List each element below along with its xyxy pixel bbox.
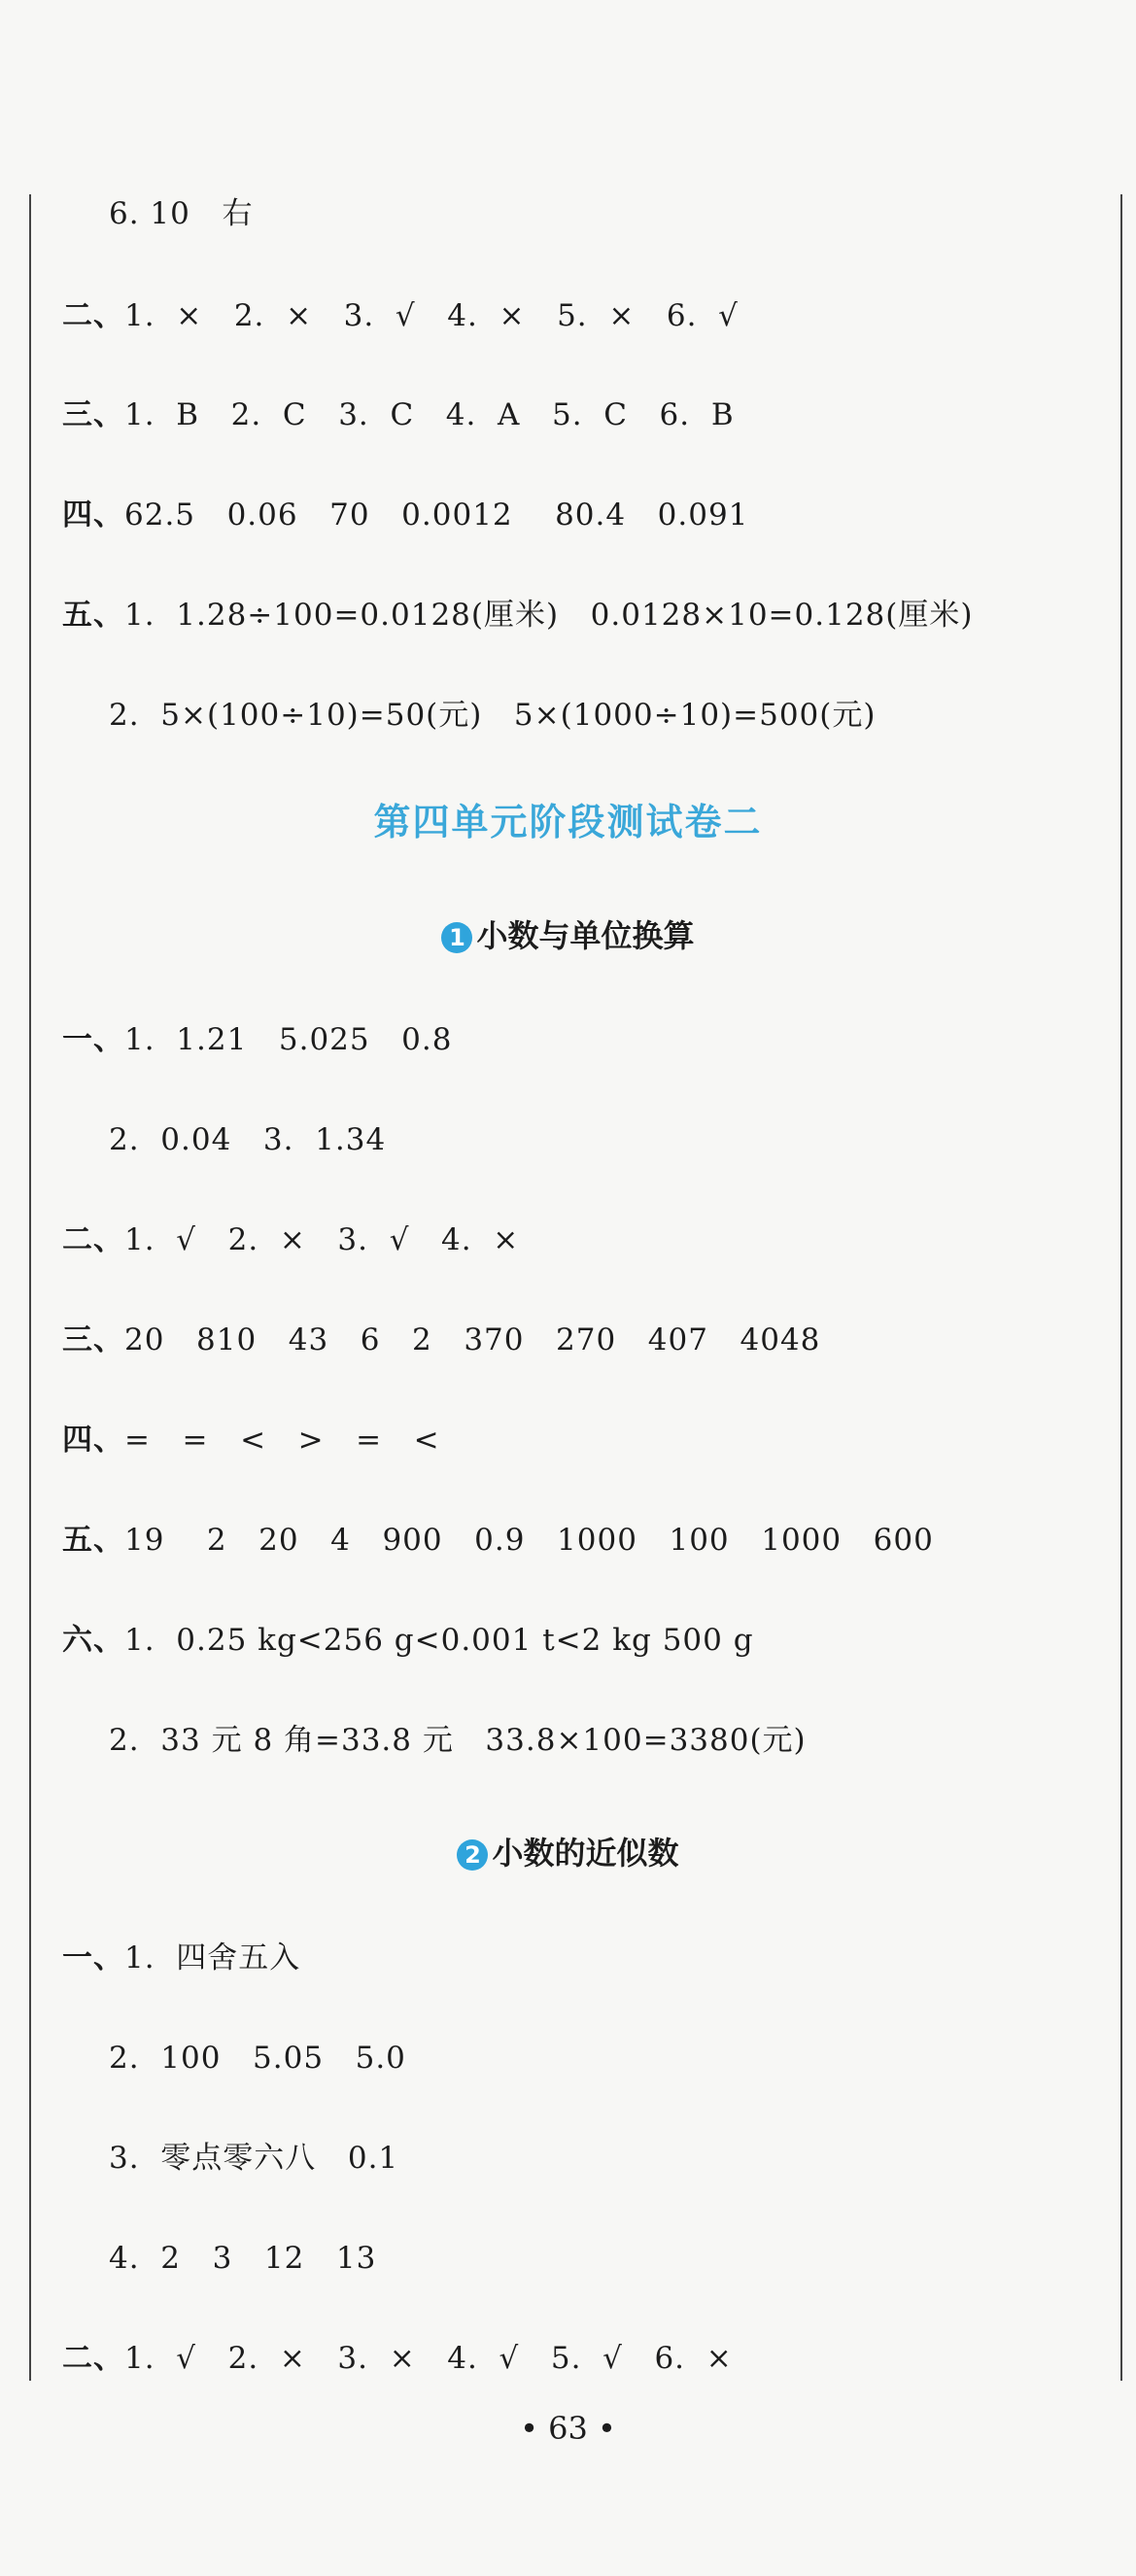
- answer-line: 3. 零点零六八 0.1: [109, 2141, 399, 2176]
- answer-line: 四、= = < > = <: [62, 1423, 440, 1458]
- left-margin-rule: [29, 194, 31, 2381]
- subsection-heading: [0, 1829, 1136, 1873]
- subsection-title: 小数与单位换算: [476, 917, 695, 954]
- answer-line: 一、1. 四舍五入: [62, 1941, 301, 1975]
- answer-line: 五、1. 1.28÷100=0.0128(厘米) 0.0128×10=0.128(厘米): [62, 598, 974, 633]
- answer-line: 二、1. × 2. × 3. √ 4. × 5. × 6. √: [62, 298, 739, 333]
- subsection-heading: [0, 911, 1136, 956]
- number-badge: 1: [441, 922, 472, 953]
- number-badge: 2: [457, 1839, 488, 1871]
- answer-line: 二、1. √ 2. × 3. √ 4. ×: [62, 1222, 520, 1257]
- right-margin-rule: [1120, 194, 1122, 2381]
- answer-line: 二、1. √ 2. × 3. × 4. √ 5. √ 6. ×: [62, 2341, 733, 2376]
- answer-line: 6. 10 右: [109, 196, 254, 231]
- answer-line: 四、62.5 0.06 70 0.0012 80.4 0.091: [62, 498, 749, 532]
- answer-line: 三、20 810 43 6 2 370 270 407 4048: [62, 1322, 821, 1357]
- answer-line: 2. 33 元 8 角=33.8 元 33.8×100=3380(元): [109, 1723, 807, 1758]
- answer-line: 2. 5×(100÷10)=50(元) 5×(1000÷10)=500(元): [109, 698, 877, 733]
- answer-line: 4. 2 3 12 13: [109, 2241, 377, 2276]
- answer-line: 一、1. 1.21 5.025 0.8: [62, 1022, 453, 1057]
- answer-line: 五、19 2 20 4 900 0.9 1000 100 1000 600: [62, 1523, 934, 1558]
- section-title: 第四单元阶段测试卷二: [373, 800, 763, 843]
- answer-line: 2. 100 5.05 5.0: [109, 2041, 406, 2076]
- answer-line: 2. 0.04 3. 1.34: [109, 1122, 387, 1157]
- subsection-title: 小数的近似数: [492, 1835, 679, 1872]
- answer-line: 六、1. 0.25 kg<256 g<0.001 t<2 kg 500 g: [62, 1623, 754, 1658]
- page-number: • 63 •: [520, 2410, 616, 2447]
- answer-line: 三、1. B 2. C 3. C 4. A 5. C 6. B: [62, 397, 735, 432]
